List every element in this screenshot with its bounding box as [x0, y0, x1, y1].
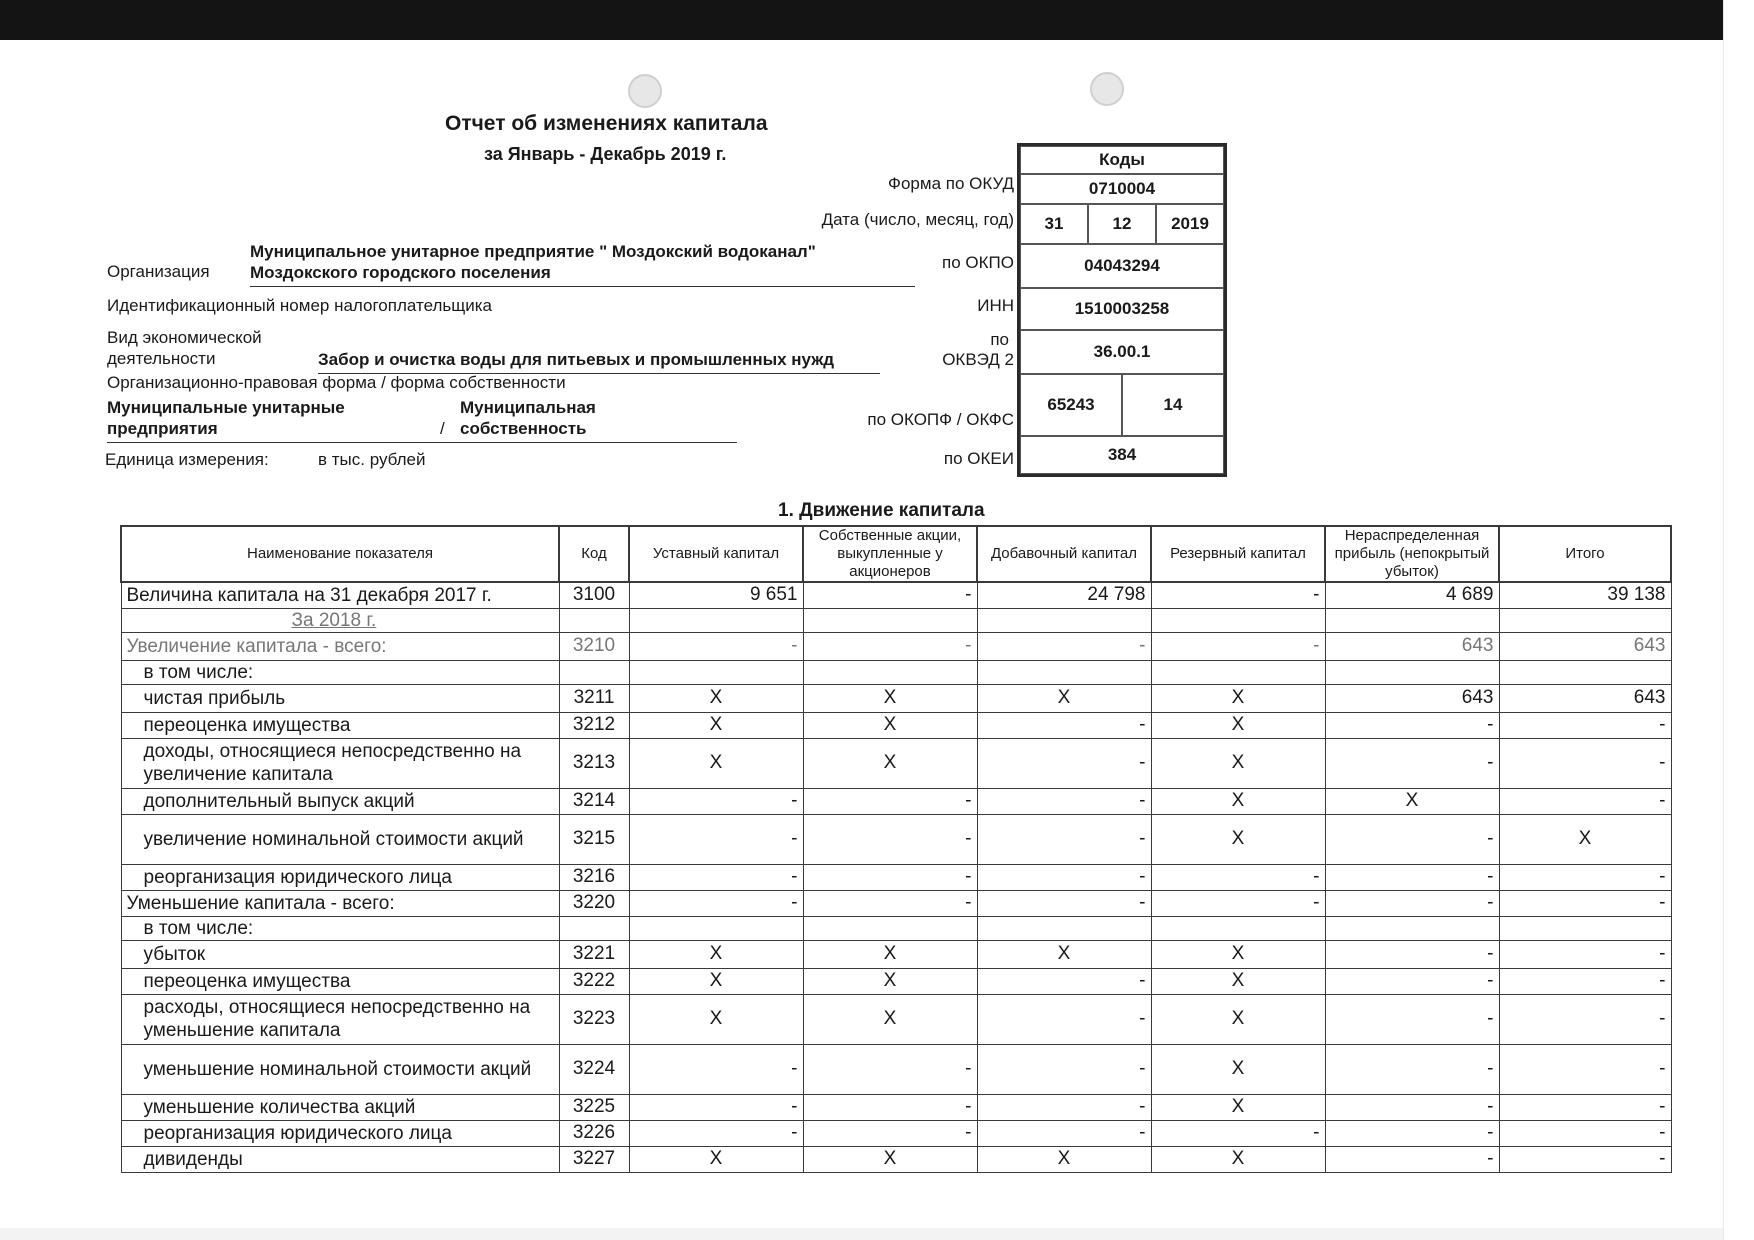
row-value-c1: - [629, 814, 803, 864]
row-value-c2: X [803, 684, 977, 712]
row-code: 3220 [559, 890, 629, 916]
section-title: 1. Движение капитала [778, 500, 985, 521]
row-value-c4 [1151, 916, 1325, 940]
row-code: 3213 [559, 738, 629, 788]
row-value-c6: X [1499, 814, 1671, 864]
table-row [121, 1094, 1671, 1120]
row-value-c1: - [629, 1094, 803, 1120]
row-value-c5: - [1325, 712, 1499, 738]
table-row [121, 814, 1671, 864]
row-value-c3: - [977, 738, 1151, 788]
row-value-c6 [1499, 660, 1671, 684]
row-value-c5 [1325, 608, 1499, 632]
row-value-c5: - [1325, 738, 1499, 788]
row-value-c3: - [977, 968, 1151, 994]
row-value-c3: - [977, 632, 1151, 660]
row-name: переоценка имущества [121, 968, 559, 994]
table-row [121, 684, 1671, 712]
row-value-c1: X [629, 1146, 803, 1172]
row-value-c2: - [803, 1094, 977, 1120]
row-value-c5 [1325, 916, 1499, 940]
row-value-c3: - [977, 994, 1151, 1044]
row-value-c3 [977, 660, 1151, 684]
row-value-c3: - [977, 712, 1151, 738]
org-underline [250, 286, 915, 287]
row-value-c5: - [1325, 1044, 1499, 1094]
row-value-c1: - [629, 1044, 803, 1094]
row-value-c3: - [977, 890, 1151, 916]
row-value-c4: X [1151, 1044, 1325, 1094]
row-value-c3: 24 798 [977, 582, 1151, 608]
row-value-c2: - [803, 864, 977, 890]
row-value-c1: X [629, 712, 803, 738]
okei-label: по ОКЕИ [943, 449, 1014, 468]
col-header-total: Итого [1499, 526, 1671, 582]
row-value-c4: X [1151, 684, 1325, 712]
row-value-c6 [1499, 608, 1671, 632]
row-value-c5: - [1325, 1094, 1499, 1120]
activity-label-line2: деятельности [107, 349, 216, 368]
table-row [121, 916, 1671, 940]
row-value-c2: - [803, 632, 977, 660]
codes-box [1017, 143, 1227, 477]
row-value-c2: - [803, 1120, 977, 1146]
row-value-c1: X [629, 738, 803, 788]
table-row [121, 940, 1671, 968]
row-code: 3222 [559, 968, 629, 994]
scan-bottom-band [0, 1228, 1754, 1240]
row-value-c6: - [1499, 890, 1671, 916]
punch-hole-left [628, 74, 662, 108]
row-value-c1: 9 651 [629, 582, 803, 608]
col-header-reserve-capital: Резервный капитал [1151, 526, 1325, 582]
col-header-retained-earnings: Нераспределенная прибыль (непокрытый убыток) [1325, 526, 1499, 582]
row-value-c6: - [1499, 940, 1671, 968]
row-name: чистая прибыль [121, 684, 559, 712]
row-value-c5: - [1325, 864, 1499, 890]
row-code: 3223 [559, 994, 629, 1044]
row-value-c4: - [1151, 864, 1325, 890]
row-value-c1: X [629, 940, 803, 968]
row-value-c5: - [1325, 1120, 1499, 1146]
row-value-c6: - [1499, 712, 1671, 738]
activity-value: Забор и очистка воды для питьевых и промышленных нужд [318, 350, 835, 369]
row-value-c4: X [1151, 994, 1325, 1044]
ownership-line2: собственность [460, 419, 587, 438]
row-name: уменьшение номинальной стоимости акций [121, 1044, 559, 1094]
activity-label-line1: Вид экономической [107, 328, 262, 347]
row-code [559, 608, 629, 632]
row-code: 3212 [559, 712, 629, 738]
date-day: 31 [1020, 204, 1088, 244]
legal-form-label: Организационно-правовая форма / форма собственности [107, 373, 566, 392]
row-value-c5: - [1325, 968, 1499, 994]
row-name: убыток [121, 940, 559, 968]
okpo-value: 04043294 [1020, 244, 1224, 288]
row-name: в том числе: [121, 660, 559, 684]
row-value-c5: X [1325, 788, 1499, 814]
row-value-c2: X [803, 712, 977, 738]
okud-value: 0710004 [1020, 174, 1224, 204]
table-row [121, 582, 1671, 608]
row-name: дивиденды [121, 1146, 559, 1172]
row-value-c5: - [1325, 1146, 1499, 1172]
table-row [121, 890, 1671, 916]
table-row [121, 660, 1671, 684]
row-name: реорганизация юридического лица [121, 864, 559, 890]
row-code: 3215 [559, 814, 629, 864]
table-row [121, 712, 1671, 738]
row-value-c2: - [803, 814, 977, 864]
table-row [121, 788, 1671, 814]
row-value-c1: X [629, 968, 803, 994]
row-name: Величина капитала на 31 декабря 2017 г. [121, 582, 559, 608]
row-value-c6: - [1499, 994, 1671, 1044]
row-value-c4: X [1151, 1146, 1325, 1172]
row-code [559, 916, 629, 940]
scan-top-border [0, 0, 1754, 40]
row-value-c4 [1151, 660, 1325, 684]
ownership-line1: Муниципальная [460, 398, 596, 417]
row-code [559, 660, 629, 684]
row-name: дополнительный выпуск акций [121, 788, 559, 814]
row-value-c3: X [977, 1146, 1151, 1172]
row-value-c6: 643 [1499, 684, 1671, 712]
col-header-own-shares: Собственные акции, выкупленные у акционеров [803, 526, 977, 582]
row-value-c1 [629, 916, 803, 940]
row-value-c4: - [1151, 582, 1325, 608]
row-value-c3 [977, 608, 1151, 632]
row-code: 3227 [559, 1146, 629, 1172]
col-header-charter-capital: Уставный капитал [629, 526, 803, 582]
row-value-c1: - [629, 864, 803, 890]
row-code: 3100 [559, 582, 629, 608]
okopf-value: 65243 [1020, 374, 1122, 436]
row-value-c6: - [1499, 1146, 1671, 1172]
row-name: увеличение номинальной стоимости акций [121, 814, 559, 864]
row-name: реорганизация юридического лица [121, 1120, 559, 1146]
row-value-c2: X [803, 1146, 977, 1172]
row-value-c1: - [629, 890, 803, 916]
row-code: 3224 [559, 1044, 629, 1094]
row-value-c2: - [803, 890, 977, 916]
row-value-c6: - [1499, 968, 1671, 994]
col-header-name: Наименование показателя [121, 526, 559, 582]
table-row [121, 1146, 1671, 1172]
row-value-c4 [1151, 608, 1325, 632]
okei-value: 384 [1020, 436, 1224, 474]
row-value-c6: - [1499, 864, 1671, 890]
row-code: 3211 [559, 684, 629, 712]
row-value-c5: 643 [1325, 684, 1499, 712]
row-value-c4: X [1151, 1094, 1325, 1120]
unit-label: Единица измерения: [105, 450, 269, 469]
row-value-c6: - [1499, 788, 1671, 814]
row-value-c2 [803, 608, 977, 632]
inn-value: 1510003258 [1020, 288, 1224, 330]
codes-header: Коды [1020, 146, 1224, 174]
table-row [121, 994, 1671, 1044]
table-row [121, 1120, 1671, 1146]
unit-value: в тыс. рублей [318, 450, 426, 469]
row-value-c5 [1325, 660, 1499, 684]
row-value-c5: - [1325, 994, 1499, 1044]
row-value-c5: - [1325, 814, 1499, 864]
row-value-c5: 643 [1325, 632, 1499, 660]
row-name: Увеличение капитала - всего: [121, 632, 559, 660]
table-header-row [121, 526, 1671, 582]
row-value-c3 [977, 916, 1151, 940]
row-name: доходы, относящиеся непосредственно на увеличение капитала [121, 738, 559, 788]
row-value-c6: 39 138 [1499, 582, 1671, 608]
legal-form-line1: Муниципальные унитарные [107, 398, 345, 417]
table-row [121, 608, 1671, 632]
okpo-label: по ОКПО [942, 253, 1014, 272]
row-value-c1 [629, 660, 803, 684]
row-value-c1: - [629, 632, 803, 660]
row-value-c4: - [1151, 632, 1325, 660]
date-month: 12 [1088, 204, 1156, 244]
col-header-additional-capital: Добавочный капитал [977, 526, 1151, 582]
row-value-c2: - [803, 1044, 977, 1094]
okved-value: 36.00.1 [1020, 330, 1224, 374]
row-name: переоценка имущества [121, 712, 559, 738]
row-value-c4: - [1151, 1120, 1325, 1146]
inn-label: Идентификационный номер налогоплательщика [107, 296, 492, 315]
row-value-c2: X [803, 968, 977, 994]
row-value-c5: 4 689 [1325, 582, 1499, 608]
scan-right-edge [1723, 0, 1754, 1240]
row-value-c4: X [1151, 738, 1325, 788]
row-value-c4: - [1151, 890, 1325, 916]
row-value-c3: X [977, 684, 1151, 712]
org-name-line1: Муниципальное унитарное предприятие " Моздокский водоканал" [250, 242, 816, 261]
table-row [121, 1044, 1671, 1094]
row-value-c3: - [977, 1094, 1151, 1120]
row-value-c3: - [977, 788, 1151, 814]
row-code: 3210 [559, 632, 629, 660]
row-value-c1: - [629, 1120, 803, 1146]
report-title: Отчет об изменениях капитала [445, 112, 768, 135]
row-value-c1: X [629, 994, 803, 1044]
row-value-c3: X [977, 940, 1151, 968]
row-value-c3: - [977, 864, 1151, 890]
row-value-c2 [803, 660, 977, 684]
row-name: расходы, относящиеся непосредственно на уменьшение капитала [121, 994, 559, 1044]
org-name-line2: Моздокского городского поселения [250, 263, 551, 282]
row-value-c3: - [977, 1120, 1151, 1146]
row-value-c2: - [803, 788, 977, 814]
inn-code-label: ИНН [977, 296, 1014, 315]
row-value-c5: - [1325, 890, 1499, 916]
row-name: Уменьшение капитала - всего: [121, 890, 559, 916]
row-value-c6: - [1499, 1044, 1671, 1094]
okved-label-line2: ОКВЭД 2 [942, 350, 1014, 369]
legal-form-slash: / [440, 419, 445, 438]
row-value-c2: X [803, 738, 977, 788]
row-value-c6: 643 [1499, 632, 1671, 660]
row-value-c6: - [1499, 1120, 1671, 1146]
okved-label-line1: по [990, 330, 1009, 349]
row-value-c4: X [1151, 940, 1325, 968]
row-value-c6: - [1499, 738, 1671, 788]
legal-form-line2: предприятия [107, 419, 218, 438]
row-value-c3: - [977, 814, 1151, 864]
date-year: 2019 [1156, 204, 1224, 244]
okfs-value: 14 [1122, 374, 1224, 436]
row-name: уменьшение количества акций [121, 1094, 559, 1120]
legal-form-underline [107, 442, 737, 443]
row-code: 3225 [559, 1094, 629, 1120]
capital-movement-table [120, 525, 1672, 1173]
date-label: Дата (число, месяц, год) [821, 210, 1014, 229]
col-header-code: Код [559, 526, 629, 582]
row-value-c4: X [1151, 712, 1325, 738]
row-value-c6 [1499, 916, 1671, 940]
table-row [121, 632, 1671, 660]
row-value-c4: X [1151, 788, 1325, 814]
okud-label: Форма по ОКУД [888, 174, 1014, 193]
okopf-label: по ОКОПФ / ОКФС [867, 410, 1014, 429]
row-name: в том числе: [121, 916, 559, 940]
row-value-c2: X [803, 940, 977, 968]
row-value-c1 [629, 608, 803, 632]
row-code: 3214 [559, 788, 629, 814]
table-row [121, 864, 1671, 890]
row-value-c2: X [803, 994, 977, 1044]
row-name: За 2018 г. [121, 608, 559, 632]
row-value-c1: X [629, 684, 803, 712]
table-row [121, 738, 1671, 788]
table-row [121, 968, 1671, 994]
row-value-c6: - [1499, 1094, 1671, 1120]
row-value-c4: X [1151, 968, 1325, 994]
row-code: 3216 [559, 864, 629, 890]
row-value-c1: - [629, 788, 803, 814]
row-value-c2: - [803, 582, 977, 608]
row-value-c4: X [1151, 814, 1325, 864]
org-label: Организация [107, 262, 210, 281]
punch-hole-right [1090, 72, 1124, 106]
row-value-c5: - [1325, 940, 1499, 968]
report-period: за Январь - Декабрь 2019 г. [484, 144, 727, 164]
row-value-c2 [803, 916, 977, 940]
row-value-c3: - [977, 1044, 1151, 1094]
row-code: 3221 [559, 940, 629, 968]
row-code: 3226 [559, 1120, 629, 1146]
